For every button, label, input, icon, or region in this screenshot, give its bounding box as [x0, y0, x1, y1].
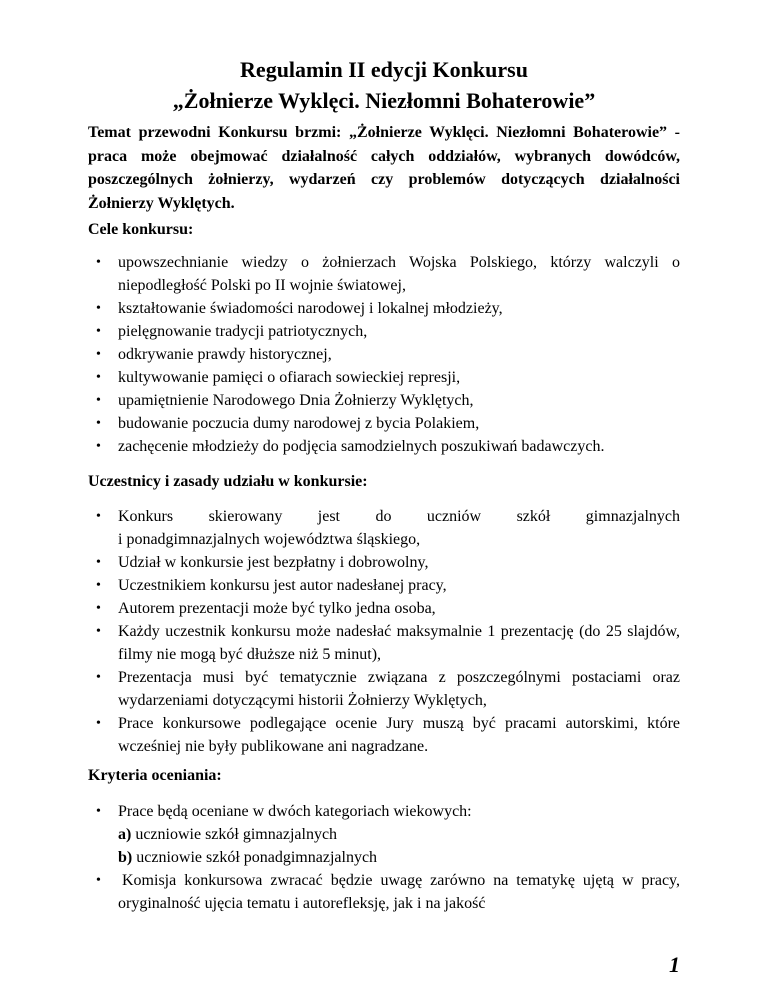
list-item-text: kultywowanie pamięci o ofiarach sowieckiej represji, — [118, 369, 461, 386]
list-item — [0, 712, 680, 758]
list-item-text: zachęcenie młodzieży do podjęcia samodzielnych poszukiwań badawczych. — [118, 438, 605, 455]
document-title-line2: „Żołnierze Wyklęci. Niezłomni Bohaterowie” — [172, 88, 596, 113]
bullet-icon: • — [96, 716, 101, 731]
bullet-icon: • — [96, 255, 101, 270]
intro-paragraph: Temat przewodni Konkursu brzmi: „Żołnierze Wyklęci. Niezłomni Bohaterowie” - praca może obejmować działalność całych oddziałów, wybranych dowódców, poszczególnych żołnierzy, wydarzeń czy problemów dotyczących działalności Żołnierzy Wyklętych. — [88, 124, 680, 212]
word: Konkurs — [118, 508, 174, 525]
list-item-text: budowanie poczucia dumy narodowej z bycia Polakiem, — [118, 415, 480, 432]
list-item — [0, 551, 680, 574]
list-item-text: Prezentacja musi być tematycznie związana z poszczególnymi postaciami oraz wydarzeniami dotyczącymi historii Żołnierzy Wyklętych, — [118, 669, 680, 709]
sub-a-text: uczniowie szkół gimnazjalnych — [135, 826, 338, 843]
sub-a-label: a) — [118, 826, 132, 843]
bullet-icon: • — [96, 601, 101, 616]
document-title-line1: Regulamin II edycji Konkursu — [240, 57, 528, 82]
list-item — [0, 620, 680, 666]
criteria-heading: Kryteria oceniania: — [88, 767, 222, 784]
list-item-text: Uczestnikiem konkursu jest autor nadesłanej pracy, — [118, 577, 447, 594]
list-item — [0, 869, 680, 915]
participants-list — [0, 505, 768, 551]
word: skierowany — [208, 508, 283, 525]
list-item-text: odkrywanie prawdy historycznej, — [118, 346, 332, 363]
word: jest — [317, 508, 340, 525]
list-item — [0, 343, 680, 366]
list-item — [0, 800, 680, 869]
bullet-icon: • — [96, 324, 101, 339]
list-item-text: Prace konkursowe podlegające ocenie Jury muszą być pracami autorskimi, które wcześniej nie były publikowane ani nagradzane. — [118, 715, 680, 755]
sub-b-label: b) — [118, 849, 133, 866]
bullet-icon: • — [96, 509, 101, 524]
page-number: 1 — [669, 952, 680, 977]
list-item — [0, 505, 680, 551]
list-item — [0, 251, 680, 297]
list-item — [0, 366, 680, 389]
list-item-text: upowszechnianie wiedzy o żołnierzach Wojska Polskiego, którzy walczyli o niepodległość Polski po II wojnie światowej, — [118, 254, 680, 294]
list-item-text: Autorem prezentacji może być tylko jedna osoba, — [118, 600, 436, 617]
bullet-icon: • — [96, 439, 101, 454]
criteria-list — [0, 800, 768, 915]
bullet-icon: • — [96, 873, 101, 888]
bullet-icon: • — [96, 416, 101, 431]
list-item-text: kształtowanie świadomości narodowej i lokalnej młodzieży, — [118, 300, 503, 317]
bullet-icon: • — [96, 578, 101, 593]
criteria-sub-a — [118, 823, 680, 846]
list-item — [0, 412, 680, 435]
list-item-text: pielęgnowanie tradycji patriotycznych, — [118, 323, 368, 340]
first-item-rest: i ponadgimnazjalnych województwa śląskiego, — [118, 531, 421, 548]
word: szkół — [516, 508, 551, 525]
word: uczniów — [426, 508, 482, 525]
sub-b-text: uczniowie szkół ponadgimnazjalnych — [136, 849, 378, 866]
bullet-icon: • — [96, 670, 101, 685]
bullet-icon: • — [96, 370, 101, 385]
list-item — [0, 597, 680, 620]
word: gimnazjalnych — [585, 508, 680, 525]
list-item — [0, 389, 680, 412]
criteria-item-1: Prace będą oceniane w dwóch kategoriach wiekowych: — [118, 803, 472, 820]
list-item — [0, 435, 680, 458]
bullet-icon: • — [96, 347, 101, 362]
first-item-first-line — [118, 505, 680, 528]
bullet-icon: • — [96, 555, 101, 570]
participants-list-rest — [0, 551, 768, 758]
criteria-sub-b — [118, 846, 680, 869]
goals-list — [0, 251, 768, 458]
criteria-item-2: Komisja konkursowa zwracać będzie uwagę zarówno na tematykę ujętą w pracy, oryginalność ujęcia tematu i autorefleksję, jak i na jakość — [118, 872, 680, 912]
list-item-text: Udział w konkursie jest bezpłatny i dobrowolny, — [118, 554, 429, 571]
list-item — [0, 320, 680, 343]
list-item-text: Każdy uczestnik konkursu może nadesłać maksymalnie 1 prezentację (do 25 slajdów, filmy nie mogą być dłuższe niż 5 minut), — [118, 623, 680, 663]
bullet-icon: • — [96, 301, 101, 316]
participants-heading: Uczestnicy i zasady udziału w konkursie: — [88, 473, 368, 490]
bullet-icon: • — [96, 624, 101, 639]
list-item-text: upamiętnienie Narodowego Dnia Żołnierzy Wyklętych, — [118, 392, 474, 409]
goals-heading: Cele konkursu: — [88, 221, 194, 238]
list-item — [0, 574, 680, 597]
list-item — [0, 666, 680, 712]
bullet-icon: • — [96, 393, 101, 408]
bullet-icon: • — [96, 804, 101, 819]
word: do — [375, 508, 392, 525]
list-item — [0, 297, 680, 320]
